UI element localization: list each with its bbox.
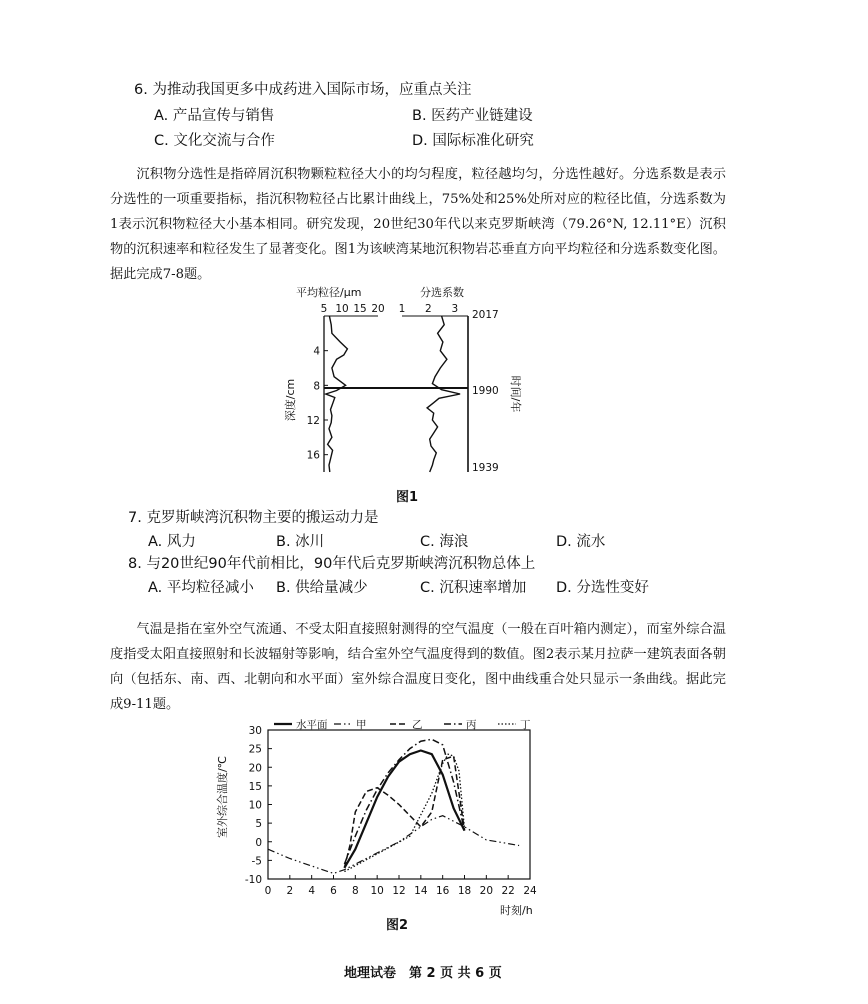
page-footer: 地理试卷 第 2 页 共 6 页 [344, 966, 502, 981]
q7-option-c: C. 海浪 [420, 534, 469, 550]
figure2-legend [274, 718, 531, 731]
figure2-legend-label: 丙 [466, 719, 477, 731]
figure2-xtick: 0 [264, 885, 272, 897]
figure2-ytick: -10 [244, 874, 262, 886]
figure2-xtick: 6 [330, 885, 337, 897]
figure2-xtick: 8 [351, 885, 359, 897]
figure1-grain-tick: 15 [353, 303, 367, 315]
figure2-ytick: 5 [255, 818, 262, 831]
q7-option-b: B. 冰川 [276, 534, 325, 550]
figure1-depth-ticks [307, 346, 328, 462]
q8-option-c: C. 沉积速率增加 [420, 580, 527, 596]
figure2-xtick: 4 [308, 885, 316, 897]
figure2-ytick: 30 [248, 725, 262, 737]
figure2-ytick: -5 [251, 855, 262, 868]
figure1-depth-tick: 12 [306, 415, 320, 427]
figure1-depth-label: 深度/cm [284, 378, 297, 422]
figure2-xtick: 10 [370, 885, 384, 897]
q6-option-b: B. 医药产业链建设 [412, 108, 533, 124]
figure2-chart [210, 714, 550, 924]
figure2-legend-label: 水平面 [296, 719, 328, 731]
q6-option-d: D. 国际标准化研究 [412, 133, 534, 149]
passage-temperature: 气温是指在室外空气流通、不受太阳直接照射测得的空气温度（一般在百叶箱内测定），而室外综合温度指受太阳直接照射和长波辐射等影响，结合室外空气温度得到的数值。图2表示某月拉萨一建筑表面各朝向（包括东、南、西、北朝向和水平面）室外综合温度日变化，图中曲线重合处只显示一条曲线。据此完成9-11题。 [110, 622, 726, 712]
figure2-xtick: 20 [479, 885, 494, 897]
figure1-grain-ticks [321, 303, 385, 315]
figure2-legend-label: 乙 [412, 719, 423, 731]
figure1-depth-tick: 4 [313, 345, 320, 358]
figure2-legend-label: 丁 [520, 719, 531, 731]
figure1-caption: 图1 [396, 490, 419, 505]
figure1-sort-tick: 3 [451, 303, 459, 315]
figure2-ytick: 20 [248, 762, 262, 775]
figure2-series-line [344, 756, 464, 868]
figure1-sort-curve [427, 316, 460, 472]
q7-stem: 7. 克罗斯峡湾沉积物主要的搬运动力是 [128, 510, 379, 526]
q8-option-d: D. 分选性变好 [556, 580, 649, 596]
figure2-xtick: 18 [457, 885, 472, 897]
figure1-depth-tick: 16 [306, 449, 320, 462]
q8-option-b: B. 供给量减少 [276, 580, 368, 596]
figure2-xlabel: 时刻/h [500, 904, 533, 917]
figure2-xtick: 14 [414, 885, 428, 897]
passage-sediment: 沉积物分选性是指碎屑沉积物颗粒粒径大小的均匀程度，粒径越均匀，分选性越好。分选系数是表示分选性的一项重要指标，指沉积物粒径占比累计曲线上，75%处和25%处所对应的粒径比值，分选系数为1表示沉积物粒径大小基本相同。研究发现，20世纪30年代以来克罗斯峡湾（79.26°N, 12.11°E）沉积物的沉积速率和粒径发生了显著变化。图1为该峡湾某地沉积物岩芯垂直方向平均粒径和分选系数变化图。据此完成7-8题。 [110, 167, 726, 282]
figure1-depth-tick: 8 [313, 380, 320, 393]
q8-stem: 8. 与20世纪90年代前相比，90年代后克罗斯峡湾沉积物总体上 [128, 556, 536, 572]
figure1-sort-ticks [399, 303, 458, 315]
figure2-caption: 图2 [386, 918, 409, 933]
figure1-year-1990: 1990 [472, 385, 499, 397]
figure1-sort-tick: 1 [398, 303, 406, 315]
figure2-xtick: 22 [501, 885, 515, 897]
figure1-year-1939: 1939 [472, 462, 499, 474]
figure1-grain-tick: 10 [335, 303, 349, 315]
q8-option-a: A. 平均粒径减小 [148, 580, 254, 596]
figure2-xtick: 24 [523, 885, 537, 897]
q6-option-c: C. 文化交流与合作 [154, 133, 275, 149]
figure2-ytick: 15 [248, 780, 262, 793]
figure2-xtick: 2 [286, 885, 294, 897]
figure2-xticks [265, 875, 537, 897]
figure1-sort-tick: 2 [425, 303, 432, 315]
figure1-grain-tick: 5 [320, 303, 328, 315]
q7-option-d: D. 流水 [556, 534, 606, 550]
figure1-grain-title: 平均粒径/μm [296, 286, 362, 299]
q6-stem: 6. 为推动我国更多中成药进入国际市场，应重点关注 [134, 82, 472, 98]
figure2-ytick: 25 [248, 743, 262, 756]
figure2-xtick: 16 [435, 885, 450, 897]
figure2-legend-label: 甲 [356, 719, 367, 731]
figure2-ytick: 10 [248, 799, 262, 812]
figure1-grain-curve [326, 316, 348, 472]
figure1-time-label: 时间/年 [509, 375, 522, 413]
figure2-series [268, 739, 519, 873]
q7-option-a: A. 风力 [148, 534, 196, 550]
figure2-xtick: 12 [392, 885, 406, 897]
q6-option-a: A. 产品宣传与销售 [154, 108, 275, 124]
figure1-grain-tick: 20 [371, 303, 385, 315]
figure2-ylabel: 室外综合温度/℃ [216, 755, 229, 839]
figure1-chart [280, 282, 520, 482]
figure1-year-2017: 2017 [472, 309, 499, 321]
figure2-series-line [344, 754, 464, 871]
figure2-ytick: 0 [255, 836, 262, 849]
figure1-sort-title: 分选系数 [420, 286, 464, 299]
